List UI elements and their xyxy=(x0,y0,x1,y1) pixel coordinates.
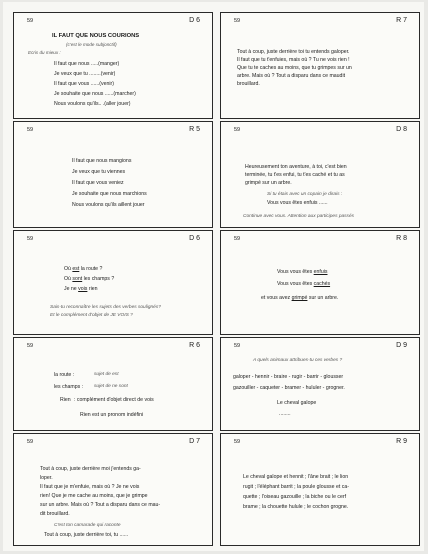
card-r8 xyxy=(220,230,420,335)
card-code: R 9 xyxy=(396,438,407,445)
question-line xyxy=(64,276,114,282)
text-line: Tout à coup, juste derrière toi tu entends galoper. xyxy=(237,49,350,55)
card-d6-questions xyxy=(13,230,213,335)
answer-line: brame ; la chouette hulule ; le cochon grogne. xyxy=(243,504,349,510)
card-subtitle: (c'est le mode subjonctif) xyxy=(66,42,117,47)
underlined-verb: vois xyxy=(78,286,88,292)
answer-line: quette ; l'oiseau gazouille ; la biche ou le cerf xyxy=(243,494,347,500)
answer-line: rugit ; l'éléphant barrit ; la poule glousse et ca- xyxy=(243,484,349,490)
card-title: IL FAUT QUE NOUS COURIONS xyxy=(52,33,140,39)
underlined-verb: sont xyxy=(72,276,83,282)
answer-line: Je souhaite que nous marchions xyxy=(72,191,147,197)
text-line: Vous vous êtes enfuis ...... xyxy=(267,200,328,206)
word: Vous vous êtes xyxy=(277,281,313,287)
answer-label: la route : xyxy=(54,372,75,378)
card-r5 xyxy=(13,121,213,228)
note-line: Et le complément d'objet de JE VOIS ? xyxy=(50,313,133,318)
card-number: 59 xyxy=(27,439,34,445)
word: les champs ? xyxy=(83,276,115,282)
card-r6 xyxy=(13,337,213,431)
text-line: sur un arbre. Mais où ? Tout a disparu dans ce mau- xyxy=(40,502,161,508)
card-number: 59 xyxy=(234,343,241,349)
word: Où xyxy=(64,276,71,282)
word: Où xyxy=(64,266,71,272)
card-number: 59 xyxy=(234,127,241,133)
answer-line xyxy=(277,269,327,275)
exercise-line: Nous voulons qu'ils.. .(aller jouer) xyxy=(54,101,131,107)
text-line: arbre. Mais où ? Tout a disparu dans ce maudit xyxy=(237,73,346,79)
text-line: terminée, tu t'es enfui, tu t'es caché et tu as xyxy=(245,172,345,178)
answer-line xyxy=(261,295,338,301)
card-d7 xyxy=(13,433,213,546)
word: Je ne xyxy=(64,286,77,292)
word: Vous vous êtes xyxy=(277,269,313,275)
answer-line: Il faut que nous mangions xyxy=(72,158,132,164)
answer-line: Je veux que tu viennes xyxy=(72,169,126,175)
example-line: Le cheval galope xyxy=(277,400,317,406)
card-d9 xyxy=(220,337,420,431)
note-line: Si tu étais avec un copain je dirais : xyxy=(267,192,343,197)
answer-line: Rien est un pronom indéfini xyxy=(80,412,144,418)
card-instruction: Ecris du mieux : xyxy=(28,50,61,55)
question-line: A quels animaux attribues-tu ces verbes ? xyxy=(253,358,343,363)
card-code: D 6 xyxy=(189,17,200,24)
verb-list: galoper - hennir - braire - rugir - barrir - glousser xyxy=(233,374,344,380)
exercise-line: Je veux que tu ........(venir) xyxy=(54,71,116,77)
text-line: dit brouillard. xyxy=(40,511,70,517)
card-d8 xyxy=(220,121,420,228)
card-code: D 6 xyxy=(189,235,200,242)
card-number: 59 xyxy=(27,343,34,349)
note-line: Continue avec vous. Attention aux participes passés xyxy=(243,214,355,219)
underlined-word: enfuis xyxy=(313,269,328,275)
card-d6-subjonctif xyxy=(13,12,213,119)
text-line: Heureusement ton aventure, à toi, c'est bien xyxy=(245,164,347,170)
answer-line xyxy=(277,281,330,287)
underlined-word: grimpé xyxy=(291,295,308,301)
note-line: Sais-tu reconnaître les sujets des verbes soulignés? xyxy=(50,305,161,310)
answer-label: les champs : xyxy=(54,384,84,390)
text-line: Que tu te caches au moins, que tu grimpes sur un xyxy=(237,65,352,71)
card-number: 59 xyxy=(27,236,34,242)
text-line: Tout à coup, juste derrière toi, tu ...... xyxy=(44,532,129,538)
text-line: rien! Que je me cache au moins, que je grimpe xyxy=(40,493,148,499)
verb-list: gazouiller - caqueter - bramer - hululer - grogner. xyxy=(233,385,345,391)
card-number: 59 xyxy=(234,18,241,24)
card-code: R 5 xyxy=(189,126,200,133)
note-line: C'est ton camarade qui raconte xyxy=(54,523,121,528)
card-number: 59 xyxy=(234,236,241,242)
card-code: R 7 xyxy=(396,17,407,24)
card-r7 xyxy=(220,12,420,119)
card-code: R 6 xyxy=(189,342,200,349)
card-code: D 7 xyxy=(189,438,200,445)
word: la route ? xyxy=(80,266,103,272)
text-line: loper. xyxy=(40,475,53,481)
card-code: D 9 xyxy=(396,342,407,349)
question-line xyxy=(64,266,102,272)
card-number: 59 xyxy=(234,439,241,445)
question-line xyxy=(64,286,98,292)
text-line: grimpé sur un arbre. xyxy=(245,180,292,186)
answer-line: Nous voulons qu'ils aillent jouer xyxy=(72,202,145,208)
card-code: D 8 xyxy=(396,126,407,133)
word: et vous avez xyxy=(261,295,291,301)
underlined-word: cachés xyxy=(313,281,331,287)
word: sur un arbre. xyxy=(308,295,339,301)
text-line: Il faut que tu t'enfuies, mais où ? Tu ne vois rien ! xyxy=(237,57,350,63)
answer-note: : complément d'objet direct de vois xyxy=(74,397,154,403)
answer-line: Il faut que vous veniez xyxy=(72,180,124,186)
text-line: Tout à coup, juste derrière moi j'entends ga- xyxy=(40,466,141,472)
worksheet-page xyxy=(3,2,424,551)
word: rien xyxy=(88,286,98,292)
exercise-line: Je souhaite que nous ......(marcher) xyxy=(54,91,136,97)
card-code: R 8 xyxy=(396,235,407,242)
answer-label: Rien xyxy=(60,397,71,403)
underlined-verb: est xyxy=(72,266,80,272)
answer-note: sujet de est xyxy=(94,372,119,377)
dots-line: ........ xyxy=(279,411,291,417)
answer-line: Le cheval galope et hennit ; l'âne brait ; le lion xyxy=(243,474,349,480)
text-line: Il faut que je m'enfuie, mais où ? Je ne vois xyxy=(40,484,140,490)
answer-note: sujet de ne sont xyxy=(94,384,128,389)
text-line: brouillard. xyxy=(237,81,260,87)
exercise-line: Il faut que vous ......(venir) xyxy=(54,81,114,87)
card-number: 59 xyxy=(27,18,34,24)
card-number: 59 xyxy=(27,127,34,133)
exercise-line: Il faut que nous .....(manger) xyxy=(54,61,120,67)
card-r9 xyxy=(220,433,420,546)
